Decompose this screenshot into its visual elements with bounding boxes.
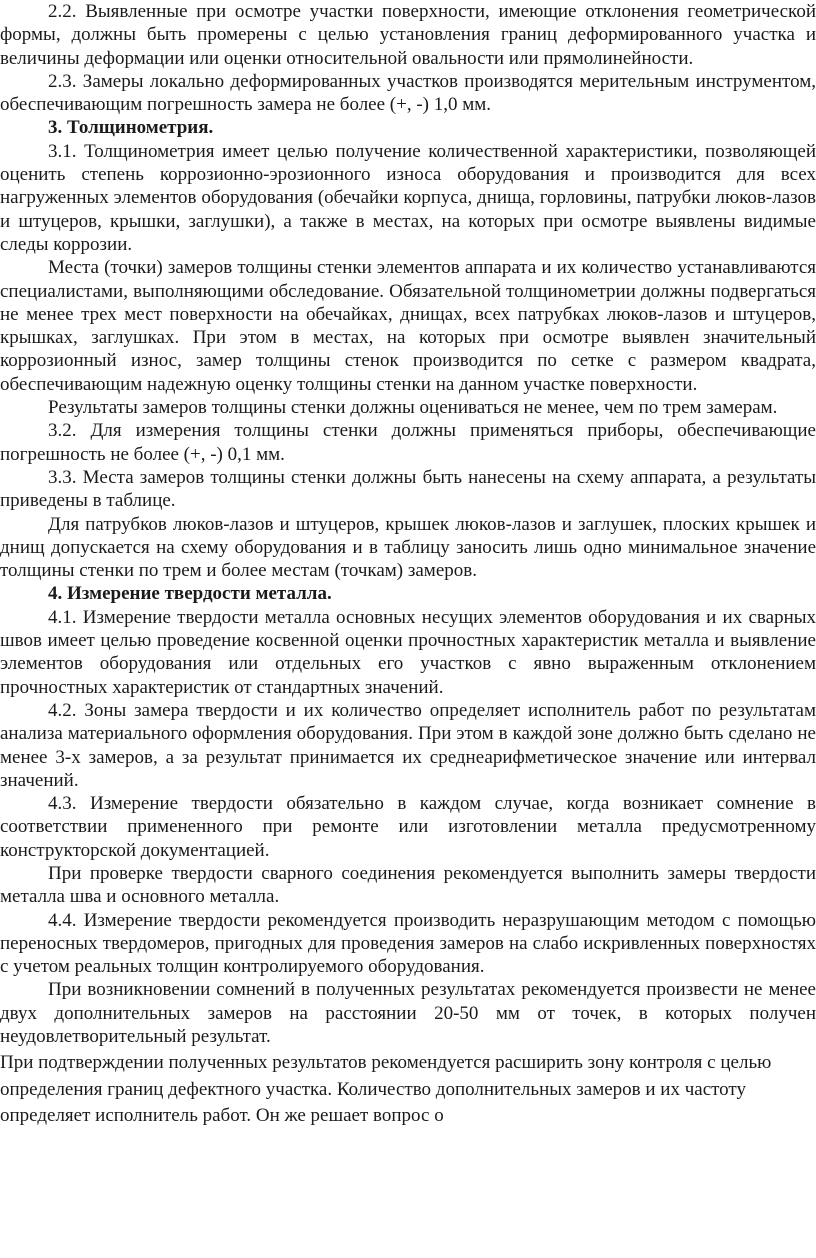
section-heading-hardness: 4. Измерение твердости металла.	[48, 583, 332, 605]
paragraph-2-2: 2.2. Выявленные при осмотре участки поверхности, имеющие отклонения геометрической формы, должны быть промерены с целью установления границ деформированного участка и величины деформации или оценки относительной овальности или прямолинейности.	[0, 1, 816, 69]
paragraph-4-1: 4.1. Измерение твердости металла основных несущих элементов оборудования и их сварных швов имеет целью проведение косвенной оценки прочностных характеристик металла и выявление элементов оборудования или отдельных его участков с явно выраженным отклонением прочностных характеристик от стандартных значений.	[0, 606, 816, 698]
paragraph-4-4: 4.4. Измерение твердости рекомендуется производить неразрушающим методом с помощью переносных твердомеров, пригодных для проведения замеров на слабо искривленных поверхностях с учетом реальных толщин контролируемого оборудования.	[0, 909, 816, 978]
paragraph-3-2: 3.2. Для измерения толщины стенки должны применяться приборы, обеспечивающие погрешность не более (+, -) 0,1 мм.	[0, 420, 816, 465]
paragraph-4-3: 4.3. Измерение твердости обязательно в каждом случае, когда возникает сомнение в соответствии примененного при ремонте или изготовлении металла предусмотренному конструкторской документацией.	[0, 793, 816, 861]
paragraph-2-3: 2.3. Замеры локально деформированных участков производятся мерительным инструментом, обеспечивающим погрешность замера не более (+, -) 1,0 мм.	[0, 70, 816, 116]
paragraph-weld-hardness: При проверке твердости сварного соединения рекомендуется выполнить замеры твердости металла шва и основного металла.	[0, 862, 816, 908]
paragraph-control-zone: При подтверждении полученных результатов рекомендуется расширить зону контроля с целью определения границ дефектного участка. Количество дополнительных замеров и их частоту определяет исполнитель работ. Он же решает вопрос о	[0, 1052, 772, 1127]
paragraph-nozzles: Для патрубков люков-лазов и штуцеров, крышек люков-лазов и заглушек, плоских крышек и днищ допускается на схему оборудования и в таблицу заносить лишь одно минимальное значение толщины стенки по трем и более местам (точкам) замеров.	[0, 513, 816, 582]
paragraph-measurement-results: Результаты замеров толщины стенки должны оцениваться не менее, чем по трем замерам.	[48, 397, 778, 419]
section-heading-thickness: 3. Толщинометрия.	[48, 117, 214, 139]
paragraph-measurement-points: Места (точки) замеров толщины стенки элементов аппарата и их количество устанавливаются специалистами, выполняющими обследование. Обязательной толщинометрии должны подвергаться не менее трех мест поверхности на обечайках, днищах, всех патрубках люков-лазов и штуцеров, крышках, заглушках. При этом в местах, на которых при осмотре выявлен значительный коррозионный износ, замер толщины стенок производится по сетке с размером квадрата, обеспечивающим надежную оценку толщины стенки на данном участке поверхности.	[0, 257, 816, 395]
paragraph-4-2: 4.2. Зоны замера твердости и их количество определяет исполнитель работ по результатам анализа материального оформления оборудования. При этом в каждой зоне должно быть сделано не менее 3-х замеров, а за результат принимается их среднеарифметическое значение или интервал значений.	[0, 699, 816, 791]
paragraph-additional-measurements: При возникновении сомнений в полученных результатах рекомендуется произвести не менее двух дополнительных замеров на расстоянии 20-50 мм от точек, в которых получен неудовлетворительный результат.	[0, 979, 816, 1048]
paragraph-3-1: 3.1. Толщинометрия имеет целью получение количественной характеристики, позволяющей оценить степень коррозионно-эрозионного износа оборудования и производится для всех нагруженных элементов оборудования (обечайки корпуса, днища, горловины, патрубки люков-лазов и штуцеров, крышки, заглушки), а также в местах, на которых при осмотре выявлены видимые следы коррозии.	[0, 140, 816, 255]
paragraph-3-3: 3.3. Места замеров толщины стенки должны быть нанесены на схему аппарата, а результаты приведены в таблице.	[0, 466, 816, 512]
